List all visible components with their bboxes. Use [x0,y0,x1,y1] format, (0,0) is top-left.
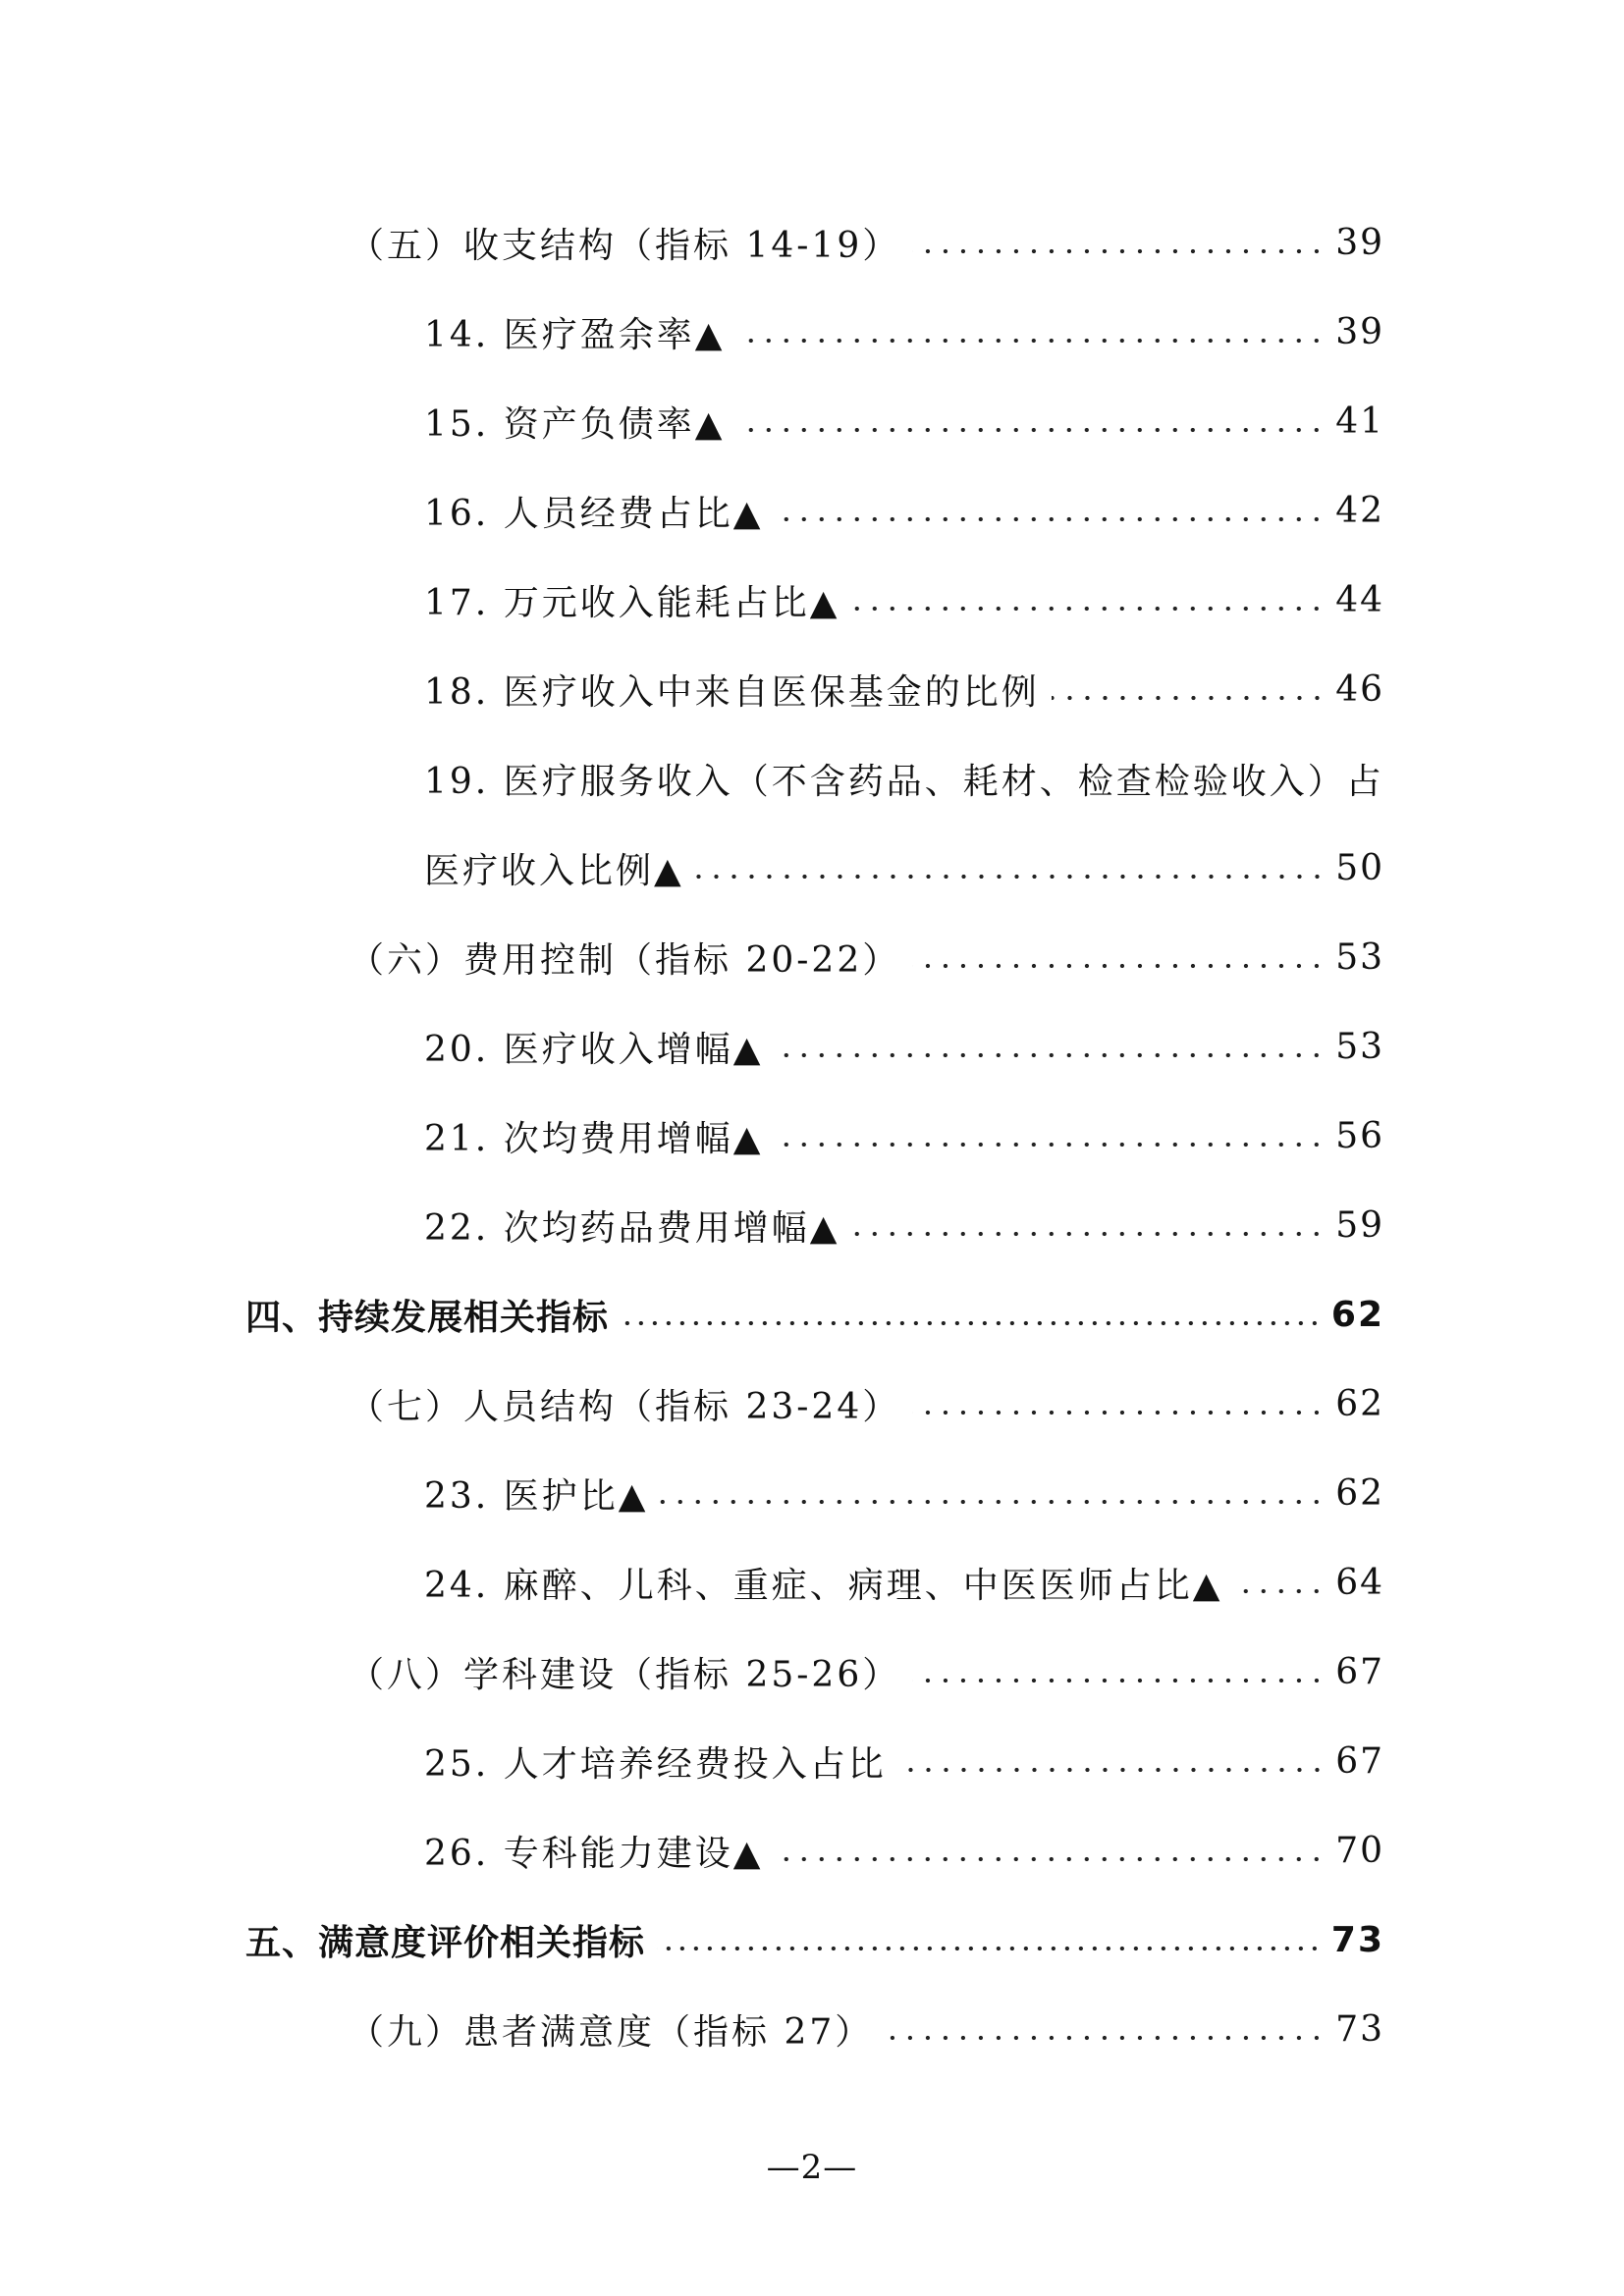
dot-leader [912,1410,1326,1415]
toc-entry-label: （六）费用控制（指标 20-22） [349,939,901,981]
toc-entry-page: 39 [1335,222,1384,263]
toc-entry[interactable] [349,1642,1384,1701]
toc-entry-label: （五）收支结构（指标 14-19） [349,225,901,266]
toc-entry[interactable] [424,1017,1384,1076]
dot-leader [898,1767,1326,1773]
toc-entry-label: 18. 医疗收入中来自医保基金的比例 [424,671,1040,713]
toc-entry-label: 四、持续发展相关指标 [245,1297,610,1338]
toc-entry-label: 医疗收入比例▲ [424,850,684,891]
toc-entry[interactable] [424,481,1384,540]
toc-entry[interactable] [424,1196,1384,1255]
dot-leader [736,427,1326,433]
toc-entry-page: 62 [1330,1294,1384,1335]
toc-entry-page: 64 [1335,1562,1384,1603]
dot-leader [736,338,1326,344]
toc-entry-page: 67 [1335,1651,1384,1692]
toc-entry[interactable] [424,1464,1384,1522]
toc-entry-page: 44 [1335,579,1384,620]
dot-leader [912,963,1326,969]
toc-entry-page: 56 [1335,1115,1384,1156]
dot-leader [851,606,1326,612]
dot-leader [621,1320,1322,1326]
toc-entry-label: 21. 次均费用增幅▲ [424,1118,764,1159]
dot-leader [775,1142,1326,1148]
toc-entry-label: 20. 医疗收入增幅▲ [424,1029,764,1070]
toc-entry[interactable] [424,749,1384,808]
toc-entry-page: 62 [1335,1383,1384,1424]
dot-leader [1234,1588,1326,1594]
toc-entry[interactable] [424,1732,1384,1790]
toc-entry[interactable] [424,1106,1384,1165]
dot-leader [657,1946,1322,1951]
toc-entry[interactable] [349,928,1384,987]
dot-leader [696,874,1326,880]
toc-chapter-heading[interactable] [245,1910,1384,1969]
toc-entry-label: 24. 麻醉、儿科、重症、病理、中医医师占比▲ [424,1565,1223,1606]
toc-entry[interactable] [424,660,1384,719]
toc-entry-label: （八）学科建设（指标 25-26） [349,1654,901,1695]
toc-entry-page: 70 [1335,1830,1384,1871]
toc-entry-label: 25. 人才培养经费投入占比 [424,1743,887,1785]
toc-entry-page: 62 [1335,1472,1384,1514]
dot-leader [1052,695,1326,701]
toc-entry-label: 17. 万元收入能耗占比▲ [424,582,840,623]
toc-entry-page: 50 [1335,847,1384,888]
toc-entry-label: 14. 医疗盈余率▲ [424,314,726,355]
toc-entry[interactable] [424,1553,1384,1612]
toc-entry-label: 16. 人员经费占比▲ [424,493,764,534]
toc-entry[interactable] [424,838,1384,897]
toc-entry[interactable] [349,2000,1384,2058]
dot-leader [912,248,1326,254]
toc-entry-page: 59 [1335,1204,1384,1246]
toc-entry[interactable] [424,570,1384,629]
toc-entry-page: 73 [1330,1919,1384,1960]
dot-leader [912,1678,1326,1683]
toc-entry-label: 23. 医护比▲ [424,1475,649,1517]
toc-entry-label: 26. 专科能力建设▲ [424,1833,764,1874]
dot-leader [660,1499,1326,1505]
toc-entry-page: 42 [1335,490,1384,531]
toc-chapter-heading[interactable] [245,1285,1384,1344]
page-number: —2— [766,2148,858,2187]
toc-entry-page: 73 [1335,2008,1384,2050]
toc-entry-page: 53 [1335,1026,1384,1067]
toc-entry[interactable] [349,213,1384,272]
toc-entry-page: 67 [1335,1740,1384,1782]
dot-leader [775,1052,1326,1058]
toc-entry-page: 41 [1335,400,1384,442]
toc-entry[interactable] [424,302,1384,361]
dot-leader [885,2035,1326,2041]
toc-entry-page: 53 [1335,936,1384,978]
toc-entry-label: 15. 资产负债率▲ [424,403,726,445]
dot-leader [775,1856,1326,1862]
toc-entry-label: 19. 医疗服务收入（不含药品、耗材、检查检验收入）占 [424,761,1384,802]
toc-entry[interactable] [424,392,1384,451]
toc-entry-page: 46 [1335,668,1384,710]
dot-leader [851,1231,1326,1237]
toc-entry-label: 22. 次均药品费用增幅▲ [424,1207,840,1249]
dot-leader [775,516,1326,522]
toc-entry[interactable] [424,1821,1384,1880]
toc-entry-label: （九）患者满意度（指标 27） [349,2011,874,2053]
toc-entry[interactable] [349,1374,1384,1433]
toc-entry-page: 39 [1335,311,1384,352]
toc-entry-label: （七）人员结构（指标 23-24） [349,1386,901,1427]
toc-entry-label: 五、满意度评价相关指标 [245,1922,646,1963]
